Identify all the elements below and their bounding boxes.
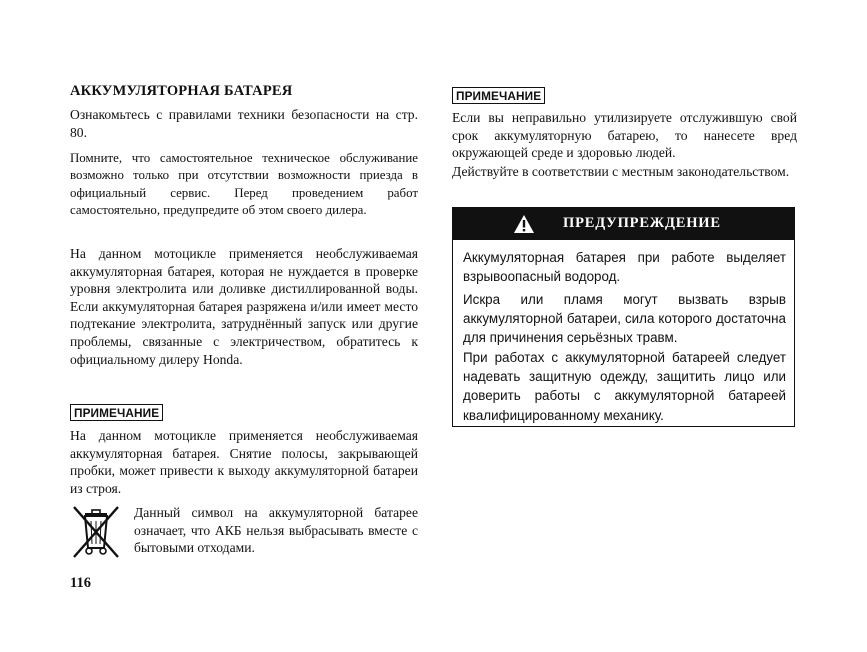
warning-paragraph-2: Искра или пламя могут вызвать взрыв аккумуляторной батареи, сила которого достаточна для причинения серьёзных травм.	[463, 292, 786, 346]
recycle-text: Данный символ на аккумуляторной батарее означает, что АКБ нельзя выбрасывать вместе с бытовыми отходами.	[134, 505, 418, 556]
page-number: 116	[70, 575, 91, 591]
warning-triangle-icon	[513, 214, 535, 234]
note-label: ПРИМЕЧАНИЕ	[70, 404, 163, 421]
warning-paragraph-1: Аккумуляторная батарея при работе выделяет взрывоопасный водород.	[463, 250, 786, 285]
recycle-notice	[70, 504, 418, 562]
warning-header	[453, 208, 794, 240]
note-label: ПРИМЕЧАНИЕ	[452, 87, 545, 104]
crossed-out-wheelie-bin-icon	[70, 504, 122, 560]
legislation-note: Действуйте в соответствии с местным законодательством.	[452, 164, 790, 179]
warning-title: ПРЕДУПРЕЖДЕНИЕ	[563, 215, 721, 231]
warning-paragraph-3: При работах с аккумуляторной батареей следует надевать защитную одежду, защитить лицо или доверить работы с аккумуляторной батареей квалифицированному механику.	[463, 350, 786, 423]
battery-info: На данном мотоцикле применяется необслуживаемая аккумуляторная батарея, которая не нуждается в проверке уровня электролита или доливке дистиллированной воды. Если аккумуляторная батарея разряжена и/или имеет место подтекание электролита, затруднённый запуск или другие проблемы, связанные с электричеством, обратитесь к официальному дилеру Honda.	[70, 246, 418, 367]
section-heading: АККУМУЛЯТОРНАЯ БАТАРЕЯ	[70, 83, 293, 99]
service-note: Помните, что самостоятельное техническое обслуживание возможно только при отсутствии возможности приезда в официальный сервис. Перед проведением работ самостоятельно, предупредите об этом своего дилера.	[70, 151, 418, 218]
note-text: На данном мотоцикле применяется необслуживаемая аккумуляторная батарея. Снятие полосы, закрывающей пробки, может привести к выходу аккумуляторной батареи из строя.	[70, 428, 418, 496]
disposal-note: Если вы неправильно утилизируете отслужившую свой срок аккумуляторную батарею, то нанесете вред окружающей среде и здоровью людей.	[452, 110, 797, 161]
warning-box	[452, 207, 795, 427]
safety-reference: Ознакомьтесь с правилами техники безопасности на стр. 80.	[70, 107, 418, 140]
